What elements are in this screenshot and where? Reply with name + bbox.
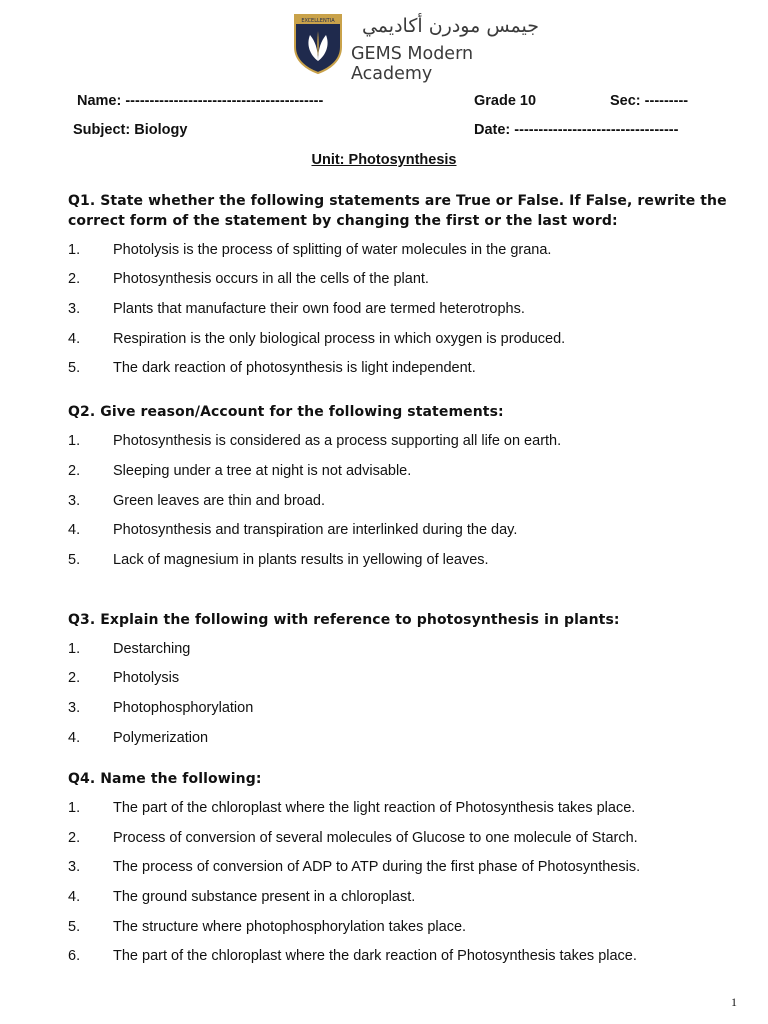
q1-item-text: Plants that manufacture their own food are termed heterotrophs. xyxy=(113,301,525,317)
page-number: 1 xyxy=(731,995,737,1009)
subject-label: Subject: Biology xyxy=(73,122,188,138)
q2-item-text: Photosynthesis and transpiration are interlinked during the day. xyxy=(113,522,518,538)
unit-title: Unit: Photosynthesis xyxy=(311,152,457,168)
q2-item-number: 4. xyxy=(68,522,81,538)
q4-item-number: 4. xyxy=(68,889,81,905)
q4-item-text: The ground substance present in a chloroplast. xyxy=(113,889,416,905)
q1-item-number: 4. xyxy=(68,331,81,347)
q4-item-text: The process of conversion of ADP to ATP during the first phase of Photosynthesis. xyxy=(113,859,641,875)
question-2-title: Q2. Give reason/Account for the following statements: xyxy=(68,404,504,420)
q3-item-number: 4. xyxy=(68,730,81,746)
q1-item-number: 1. xyxy=(68,242,81,258)
q3-item-number: 2. xyxy=(68,670,81,686)
q1-item-text: Photosynthesis occurs in all the cells of the plant. xyxy=(113,271,429,287)
name-field: Name: ----------------------------------------- xyxy=(77,93,324,109)
school-name: GEMS Modern Academy xyxy=(351,44,474,84)
q2-item-text: Sleeping under a tree at night is not advisable. xyxy=(113,463,412,479)
question-1-title: Q1. State whether the following statements are True or False. If False, rewrite the correct form of the statement by changing the first or the last word: xyxy=(68,193,727,229)
q4-item-number: 3. xyxy=(68,859,81,875)
q4-item-number: 5. xyxy=(68,919,81,935)
q2-item-number: 3. xyxy=(68,493,81,509)
q1-item-number: 3. xyxy=(68,301,81,317)
question-4-title: Q4. Name the following: xyxy=(68,771,262,787)
q4-item-number: 6. xyxy=(68,948,81,964)
q2-item-number: 2. xyxy=(68,463,81,479)
q4-item-text: The part of the chloroplast where the light reaction of Photosynthesis takes place. xyxy=(113,800,636,816)
q1-item-text: The dark reaction of photosynthesis is light independent. xyxy=(113,360,476,376)
q4-item-text: The structure where photophosphorylation takes place. xyxy=(113,919,467,935)
q4-item-number: 1. xyxy=(68,800,81,816)
q2-item-text: Photosynthesis is considered as a process supporting all life on earth. xyxy=(113,433,562,449)
q2-item-number: 1. xyxy=(68,433,81,449)
q3-item-number: 3. xyxy=(68,700,81,716)
q4-item-number: 2. xyxy=(68,830,81,846)
q3-item-text: Destarching xyxy=(113,641,191,657)
school-name-arabic: جيمس مودرن أكاديمي xyxy=(361,15,539,37)
q2-item-number: 5. xyxy=(68,552,81,568)
q3-item-text: Photophosphorylation xyxy=(113,700,254,716)
shield-crest-icon xyxy=(293,13,343,75)
q3-item-text: Polymerization xyxy=(113,730,209,746)
shield-motto: EXCELLENTIA xyxy=(301,18,335,24)
school-logo xyxy=(293,13,545,84)
q4-item-text: Process of conversion of several molecules of Glucose to one molecule of Starch. xyxy=(113,830,638,846)
q1-item-text: Respiration is the only biological process in which oxygen is produced. xyxy=(113,331,566,347)
q1-item-number: 5. xyxy=(68,360,81,376)
q1-item-number: 2. xyxy=(68,271,81,287)
date-field: Date: ---------------------------------- xyxy=(474,122,679,138)
q4-item-text: The part of the chloroplast where the dark reaction of Photosynthesis takes place. xyxy=(113,948,637,964)
q2-item-text: Green leaves are thin and broad. xyxy=(113,493,325,509)
section-field: Sec: --------- xyxy=(610,93,689,109)
grade-label: Grade 10 xyxy=(474,93,537,109)
q1-item-text: Photolysis is the process of splitting of water molecules in the grana. xyxy=(113,242,552,258)
q3-item-text: Photolysis xyxy=(113,670,180,686)
q3-item-number: 1. xyxy=(68,641,81,657)
question-3-title: Q3. Explain the following with reference to photosynthesis in plants: xyxy=(68,612,620,628)
q2-item-text: Lack of magnesium in plants results in yellowing of leaves. xyxy=(113,552,489,568)
